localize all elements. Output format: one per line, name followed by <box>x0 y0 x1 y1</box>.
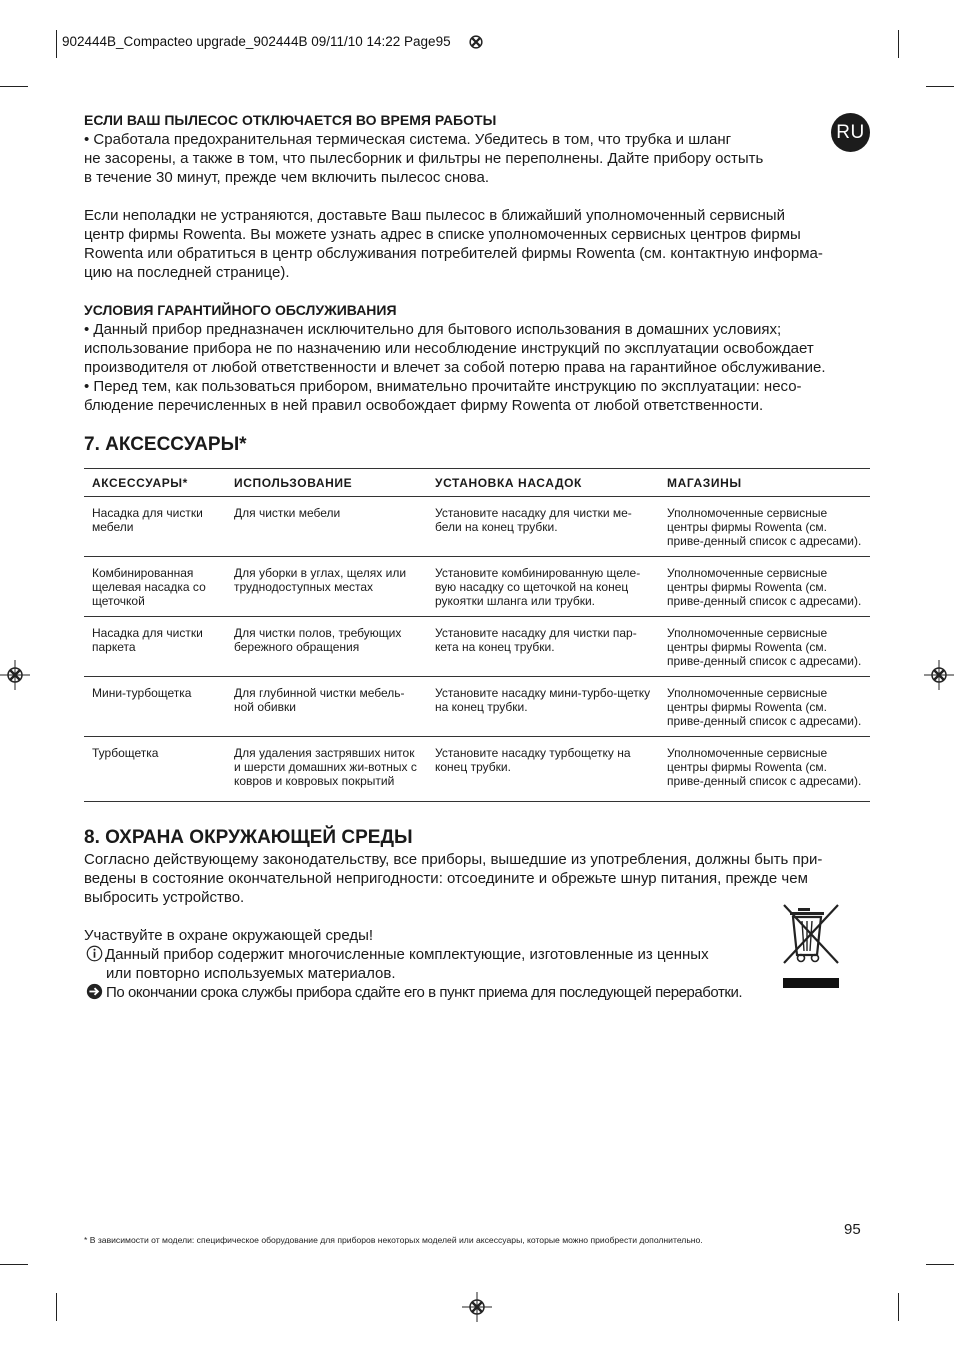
table-cell: Турбощетка <box>92 746 159 760</box>
registration-mark-icon <box>465 31 487 53</box>
environment-line: выбросить устройство. <box>84 889 245 906</box>
crop-mark <box>0 86 28 87</box>
recycle-line <box>84 983 870 1002</box>
shutdown-line: не засорены, а также в том, что пылесборник и фильтры не переполнены. Дайте прибору остыть <box>84 150 764 167</box>
environment-line: Согласно действующему законодательству, все приборы, вышедшие из употребления, должны быть при- <box>84 851 823 868</box>
service-line: Rowenta или обратиться в центр обслуживания потребителей фирмы Rowenta (см. контактную информа- <box>84 245 823 262</box>
table-cell: Установите комбинированную щеле-вую насадку со щеточкой на конец рукоятки шланга или трубки. <box>427 557 659 617</box>
table-cell: Комбинированная щелевая насадка со щеточкой <box>84 557 226 617</box>
shutdown-line: в течение 30 минут, прежде чем включить пылесос снова. <box>84 169 489 186</box>
table-cell: Установите насадку для чистки пар-кета на конец трубки. <box>427 617 659 677</box>
service-line: Если неполадки не устраняются, доставьте Ваш пылесос в ближайший уполномоченный сервисный <box>84 207 785 224</box>
table-row <box>84 677 870 737</box>
environment-heading: 8. ОХРАНА ОКРУЖАЮЩЕЙ СРЕДЫ <box>84 827 413 848</box>
warranty-line: блюдение перечисленных в ней правил освобождает фирму Rowenta от любой ответственности. <box>84 397 764 414</box>
table-header-row <box>84 469 870 497</box>
warranty-line: использование прибора не по назначению или несоблюдение инструкций по эксплуатации освобождает <box>84 340 814 357</box>
table-cell: Для удаления застрявших ниток и шерсти домашних жи-вотных с ковров и ковровых покрытий <box>234 746 417 788</box>
crop-mark <box>898 1293 899 1321</box>
table-cell: Для чистки мебели <box>226 497 427 557</box>
warranty-line: • Перед тем, как пользоваться прибором, внимательно прочитайте инструкцию по эксплуатации: несо- <box>84 378 802 395</box>
table-cell: Насадка для чистки мебели <box>84 497 226 557</box>
table-cell: Уполномоченные сервисные центры фирмы Rowenta (см. приве-денный список с адресами). <box>659 617 870 677</box>
crop-mark <box>56 30 57 58</box>
participate-line: Участвуйте в охране окружающей среды! <box>84 927 374 944</box>
print-slug-line: 902444B_Compacteo upgrade_902444B 09/11/10 14:22 Page95 <box>62 34 451 49</box>
table-cell: Уполномоченные сервисные центры фирмы Rowenta (см. приве-денный список с адресами). <box>659 677 870 737</box>
shutdown-heading: ЕСЛИ ВАШ ПЫЛЕСОС ОТКЛЮЧАЕТСЯ ВО ВРЕМЯ РАБОТЫ <box>84 112 497 128</box>
warranty-heading: УСЛОВИЯ ГАРАНТИЙНОГО ОБСЛУЖИВАНИЯ <box>84 302 397 318</box>
environment-line: ведены в состояние окончательной непригодности: отсоедините и обрежьте шнур питания, прежде чем <box>84 870 808 887</box>
page-content <box>84 111 870 1002</box>
info-circle-icon <box>86 945 103 962</box>
page-number: 95 <box>844 1221 861 1238</box>
column-header: МАГАЗИНЫ <box>659 469 870 497</box>
crop-mark <box>926 86 954 87</box>
table-row <box>84 737 870 802</box>
warranty-line: производителя от любой ответственности и влечет за собой потерю права на гарантийное обслуживание. <box>84 359 826 376</box>
accessories-table <box>84 468 870 802</box>
table-cell: Установите насадку турбощетку на конец трубки. <box>435 746 631 774</box>
table-row <box>84 617 870 677</box>
table-cell: Уполномоченные сервисные центры фирмы Rowenta (см. приве-денный список с адресами). <box>659 497 870 557</box>
shutdown-line: • Сработала предохранительная термическая система. Убедитесь в том, что трубка и шланг <box>84 131 732 148</box>
table-cell: Установите насадку мини-турбо-щетку на конец трубки. <box>427 677 659 737</box>
service-line: центр фирмы Rowenta. Вы можете узнать адрес в списке уполномоченных сервисных центров фирмы <box>84 226 801 243</box>
table-row <box>84 497 870 557</box>
registration-mark-icon <box>462 1292 492 1322</box>
info-text: Данный прибор содержит многочисленные комплектующие, изготовленные из ценных <box>105 946 709 963</box>
accessories-heading: 7. АКСЕССУАРЫ* <box>84 434 247 455</box>
table-cell: Для глубинной чистки мебель-ной обивки <box>226 677 427 737</box>
table-cell: Мини-турбощетка <box>84 677 226 737</box>
recycle-text: По окончании срока службы прибора сдайте его в пункт приема для последующей переработки. <box>106 984 743 1001</box>
footnote: * В зависимости от модели: специфическое оборудование для приборов некоторых моделей или аксессуары, которые можно приобрести дополнительно. <box>84 1235 703 1245</box>
registration-mark-icon <box>924 660 954 690</box>
table-cell: Для чистки полов, требующих бережного обращения <box>226 617 427 677</box>
column-header: ИСПОЛЬЗОВАНИЕ <box>226 469 427 497</box>
registration-mark-icon <box>0 660 30 690</box>
crop-mark <box>926 1264 954 1265</box>
table-cell: Для уборки в углах, щелях или труднодоступных местах <box>226 557 427 617</box>
table-cell: Установите насадку для чистки ме-бели на конец трубки. <box>427 497 659 557</box>
service-line: цию на последней странице). <box>84 264 290 281</box>
table-cell: Насадка для чистки паркета <box>84 617 226 677</box>
column-header: УСТАНОВКА НАСАДОК <box>427 469 659 497</box>
table-row <box>84 557 870 617</box>
table-cell: Уполномоченные сервисные центры фирмы Rowenta (см. приве-денный список с адресами). <box>659 557 870 617</box>
warranty-line: • Данный прибор предназначен исключительно для бытового использования в домашних условиях; <box>84 321 782 338</box>
arrow-right-circle-icon <box>86 983 103 1000</box>
crop-mark <box>898 30 899 58</box>
table-cell: Уполномоченные сервисные центры фирмы Rowenta (см. приве-денный список с адресами). <box>667 746 862 788</box>
crossed-bin-icon <box>782 903 840 989</box>
info-line <box>84 945 870 964</box>
column-header: АКСЕССУАРЫ* <box>84 469 226 497</box>
language-badge: RU <box>831 113 870 152</box>
info-line-continued: или повторно используемых материалов. <box>106 965 396 982</box>
crop-mark <box>56 1293 57 1321</box>
crop-mark <box>0 1264 28 1265</box>
